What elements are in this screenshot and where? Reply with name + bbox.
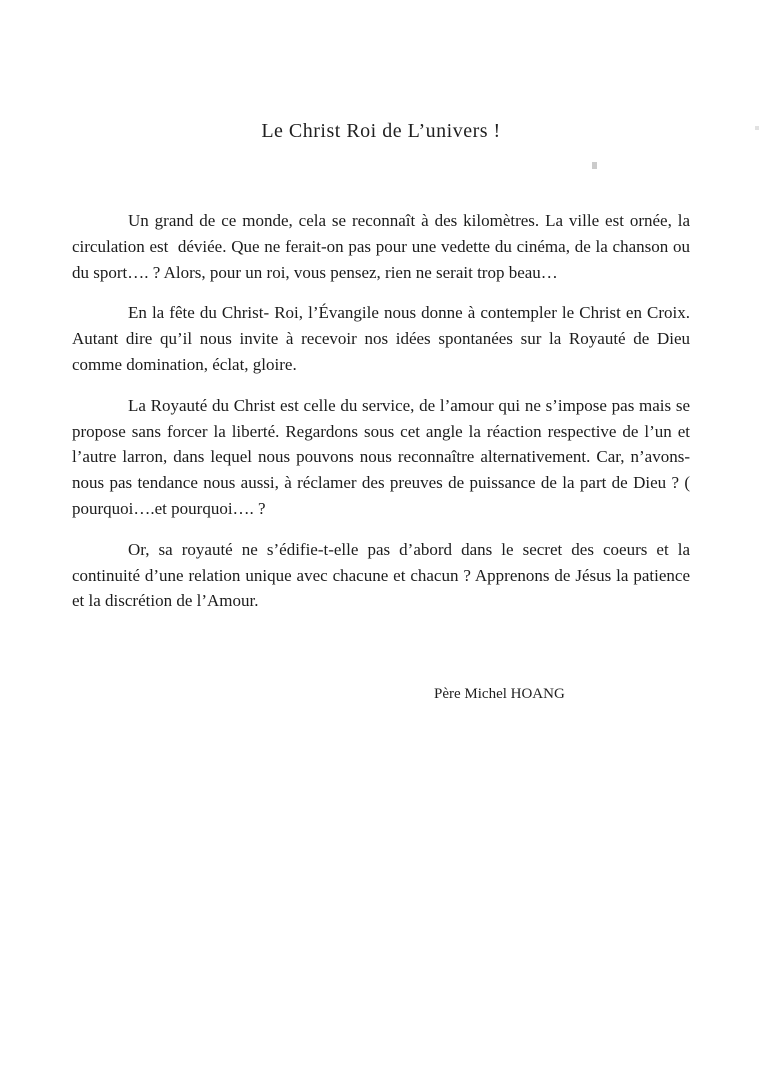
body-paragraph-4: Or, sa royauté ne s’édifie-t-elle pas d’abord dans le secret des coeurs et la continuité d’une relation unique avec chacune et chacun ? Apprenons de Jésus la patience et la discrétion de l’Amour.: [72, 539, 690, 611]
scan-speck: [755, 126, 759, 130]
page-title: Le Christ Roi de L’univers !: [261, 120, 501, 142]
body-paragraph-3: La Royauté du Christ est celle du service, de l’amour qui ne s’impose pas mais se propose sans forcer la liberté. Regardons sous cet angle la réaction respective de l’un et l’autre larron, dans lequel nous pouvons nous reconnaître alternativement. Car, n’avons-nous pas tendance nous aussi, à réclamer des preuves de puissance de la part de Dieu ? ( pourquoi….et pourquoi…. ?: [72, 395, 690, 518]
body-paragraph-2: En la fête du Christ- Roi, l’Évangile nous donne à contempler le Christ en Croix. Autant dire qu’il nous invite à recevoir nos idées spontanées sur la Royauté de Dieu comme domination, éclat, gloire.: [72, 303, 690, 374]
scan-speck: [592, 162, 597, 169]
signature: Père Michel HOANG: [434, 686, 565, 703]
document-body: [72, 208, 690, 614]
body-paragraph-1: Un grand de ce monde, cela se reconnaît à des kilomètres. La ville est ornée, la circulation est déviée. Que ne ferait-on pas pour une vedette du cinéma, de la chanson ou du sport…. ? Alors, pour un roi, vous pensez, rien ne serait trop beau…: [72, 211, 690, 282]
